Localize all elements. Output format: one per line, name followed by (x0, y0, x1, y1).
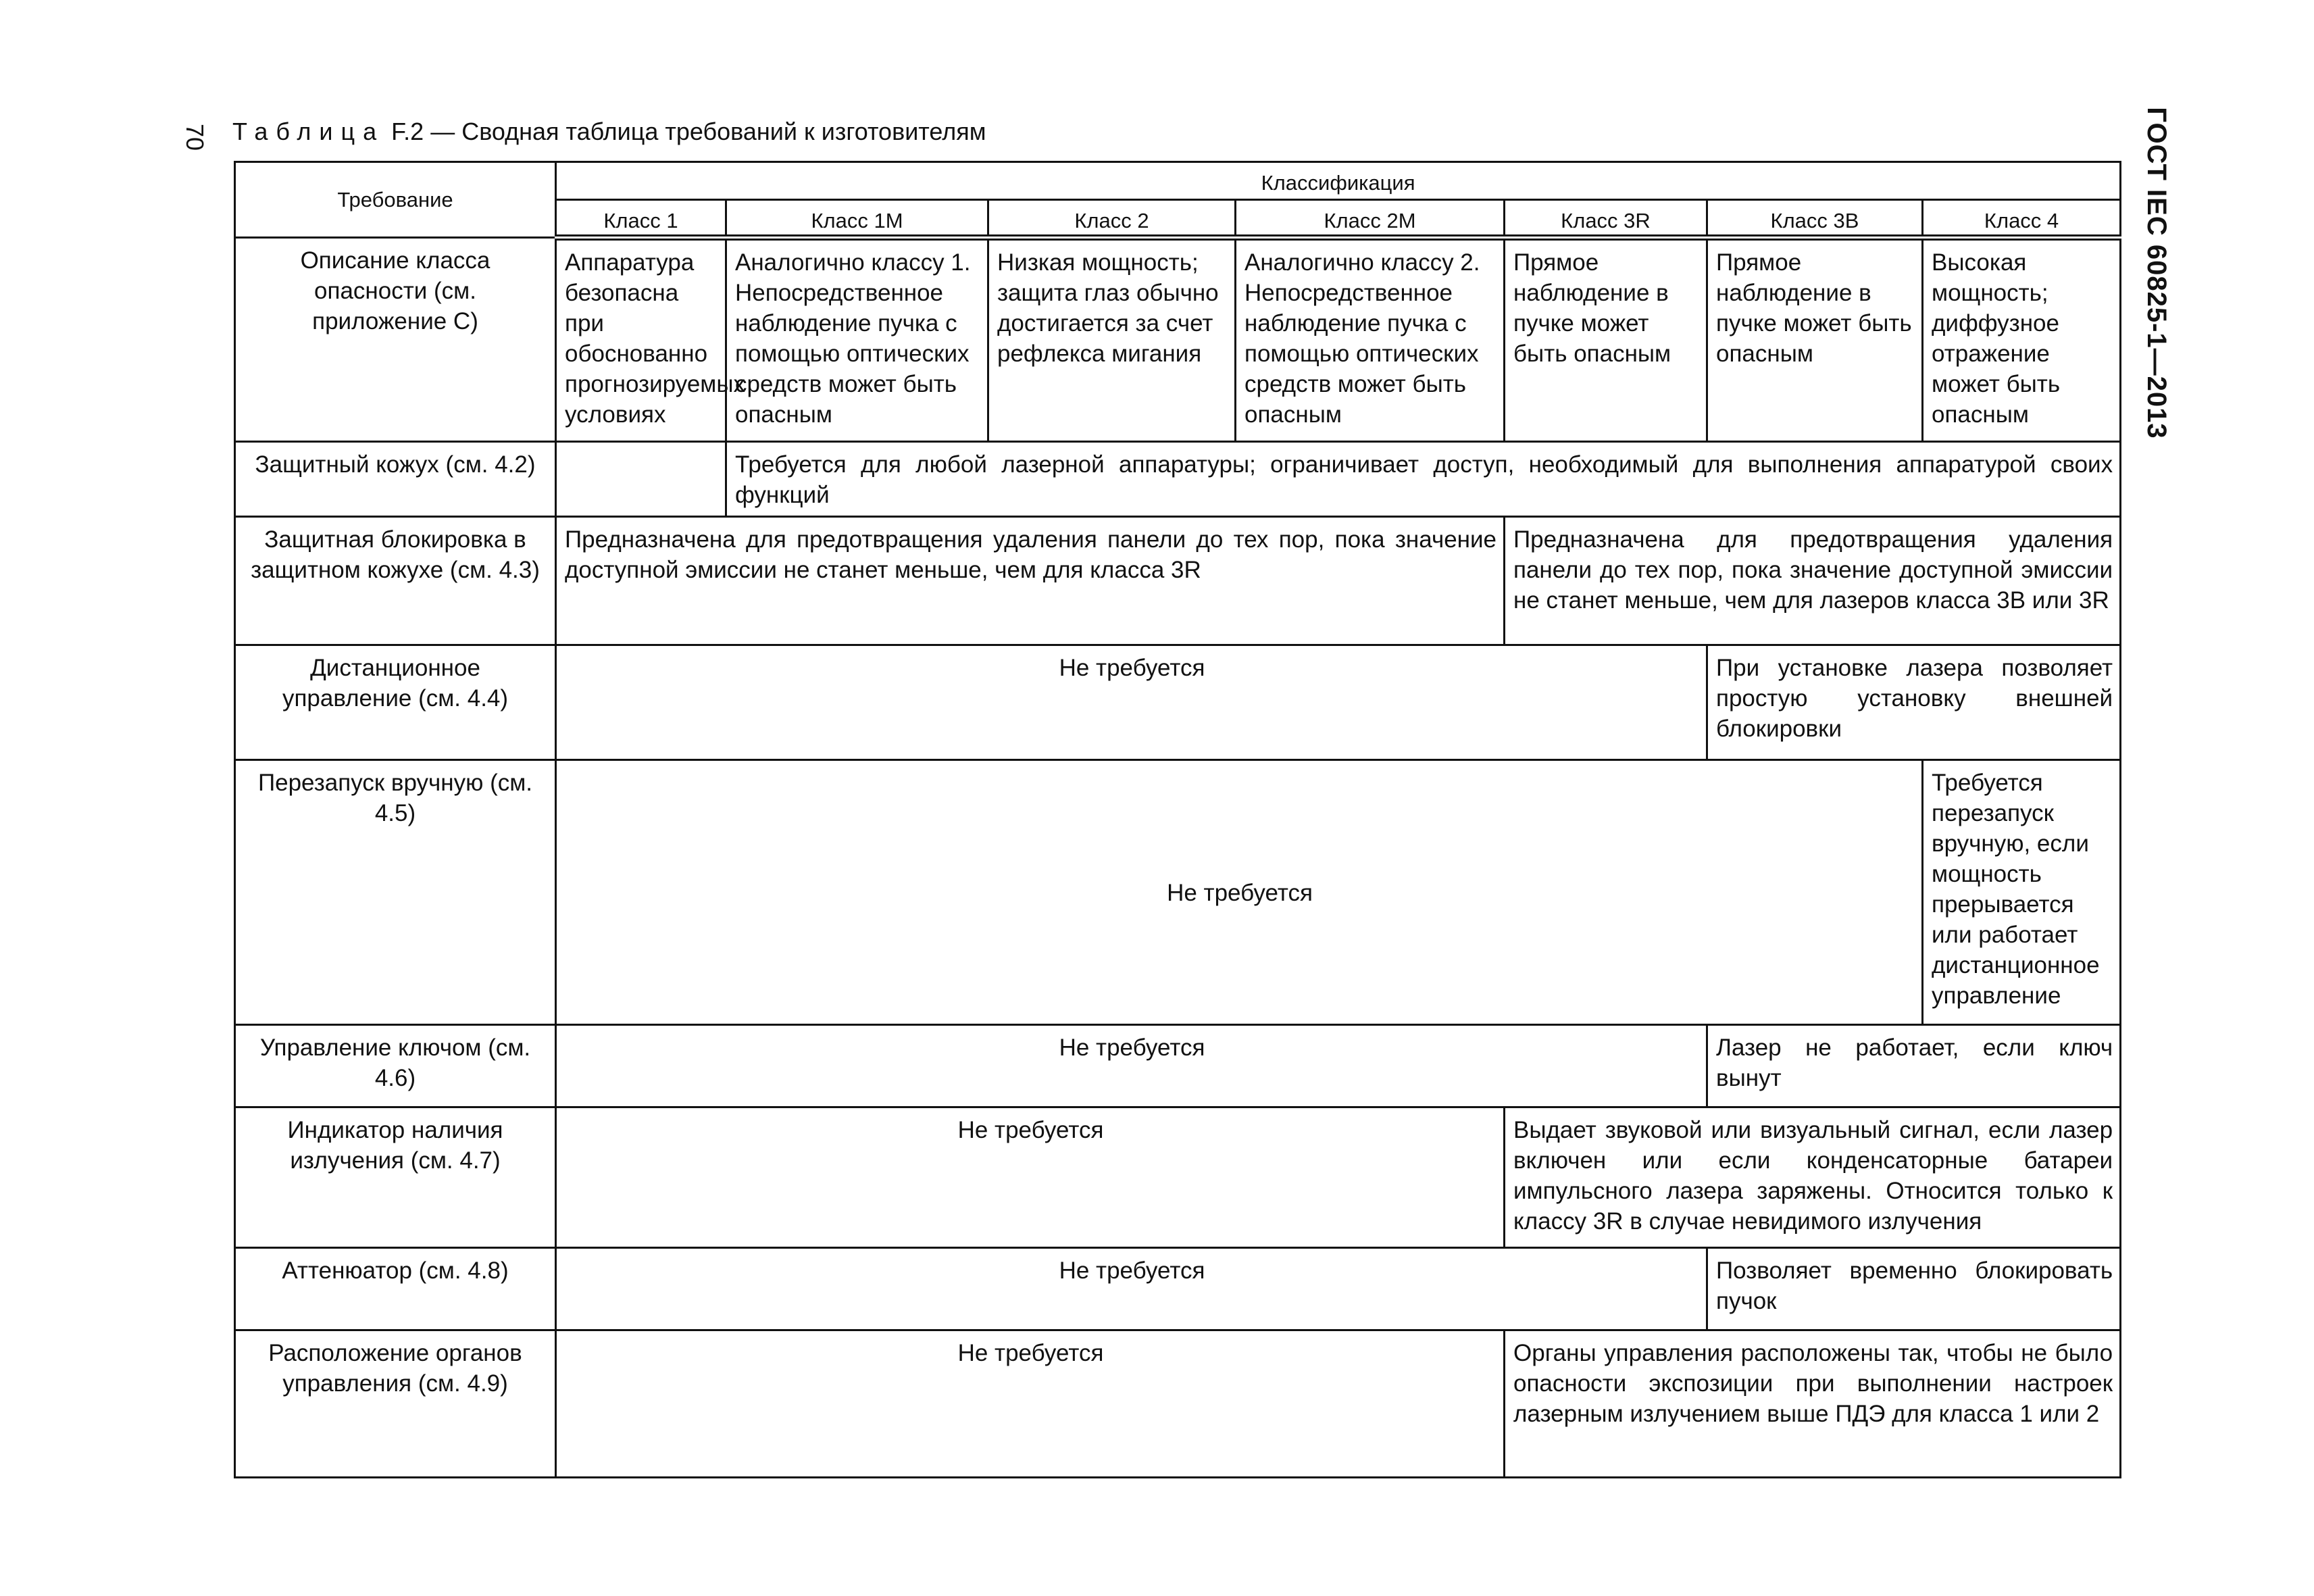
header-class-3b: Класс 3В (1707, 200, 1923, 238)
cell-emission-indicator-text: Выдает звуковой или визуальный сигнал, если лазер включен или если конденсаторные батареи импульсного лазера заряжены. Относится только к классу 3R в случае невидимого излучения (1505, 1107, 2121, 1248)
table-row (235, 1330, 2121, 1478)
header-class-1: Класс 1 (556, 200, 726, 238)
cell-class-2m-description: Аналогично классу 2. Непосредственное наблюдение пучка с помощью оптических средств может быть опасным (1236, 238, 1505, 442)
table-row (235, 1025, 2121, 1107)
header-class-1m: Класс 1М (726, 200, 988, 238)
table-row (235, 517, 2121, 645)
table-caption-title: F.2 — Сводная таблица требований к изготовителям (391, 118, 986, 145)
cell-safety-interlock-lower-classes: Предназначена для предотвращения удаления панели до тех пор, пока значение доступной эмиссии не станет меньше, чем для класса 3R (556, 517, 1505, 645)
cell-class-3b-description: Прямое наблюдение в пучке может быть опасным (1707, 238, 1923, 442)
requirements-table (234, 161, 2121, 1478)
table-caption (232, 115, 986, 149)
table-caption-label: Таблица (232, 118, 385, 145)
table-row (235, 1107, 2121, 1248)
row-label-protective-housing: Защитный кожух (см. 4.2) (235, 442, 556, 517)
header-class-2m: Класс 2М (1236, 200, 1505, 238)
header-classification: Классификация (556, 162, 2121, 200)
cell-safety-interlock-higher-classes: Предназначена для предотвращения удаления панели до тех пор, пока значение доступной эмиссии не станет меньше, чем для лазеров класса 3В или 3R (1505, 517, 2121, 645)
cell-attenuator-text: Позволяет временно блокировать пучок (1707, 1248, 2121, 1330)
cell-protective-housing-class-1-empty (556, 442, 726, 517)
cell-control-location-text: Органы управления расположены так, чтобы не было опасности экспозиции при выполнении настроек лазерным излучением выше ПДЭ для класса 1 или 2 (1505, 1330, 2121, 1478)
table-row (235, 1248, 2121, 1330)
row-label-key-control: Управление ключом (см. 4.6) (235, 1025, 556, 1107)
cell-class-4-description: Высокая мощность; диффузное отражение может быть опасным (1923, 238, 2121, 442)
header-class-2: Класс 2 (988, 200, 1236, 238)
cell-class-1m-description: Аналогично классу 1. Непосредственное наблюдение пучка с помощью оптических средств может быть опасным (726, 238, 988, 442)
cell-key-control-text: Лазер не работает, если ключ вынут (1707, 1025, 2121, 1107)
table-row (235, 442, 2121, 517)
row-label-manual-reset: Перезапуск вручную (см. 4.5) (235, 760, 556, 1025)
cell-class-3r-description: Прямое наблюдение в пучке может быть опасным (1505, 238, 1707, 442)
table-row (235, 760, 2121, 1025)
cell-class-2-description: Низкая мощность; защита глаз обычно достигается за счет рефлекса мигания (988, 238, 1236, 442)
document-code: ГОСТ IEC 60825-1—2013 (2142, 107, 2171, 439)
row-label-emission-indicator: Индикатор наличия излучения (см. 4.7) (235, 1107, 556, 1248)
cell-control-location-not-required: Не требуется (556, 1330, 1505, 1478)
header-class-4: Класс 4 (1923, 200, 2121, 238)
header-class-3r: Класс 3R (1505, 200, 1707, 238)
page-number: 70 (181, 123, 209, 151)
table-row (235, 645, 2121, 760)
row-label-attenuator: Аттенюатор (см. 4.8) (235, 1248, 556, 1330)
cell-remote-interlock-not-required: Не требуется (556, 645, 1707, 760)
row-label-control-location: Расположение органов управления (см. 4.9) (235, 1330, 556, 1478)
cell-attenuator-not-required: Не требуется (556, 1248, 1707, 1330)
table-row (235, 238, 2121, 442)
row-label-hazard-description: Описание класса опасности (см. приложение С) (235, 238, 556, 442)
cell-manual-reset-not-required: Не требуется (556, 760, 1923, 1025)
cell-class-1-description: Аппаратура безопасна при обоснованно прогнозируемых условиях (556, 238, 726, 442)
cell-protective-housing-text: Требуется для любой лазерной аппаратуры; ограничивает доступ, необходимый для выполнения аппаратурой своих функций (726, 442, 2121, 517)
cell-manual-reset-text: Требуется перезапуск вручную, если мощность прерывается или работает дистанционное управление (1923, 760, 2121, 1025)
cell-key-control-not-required: Не требуется (556, 1025, 1707, 1107)
header-requirement: Требование (235, 162, 556, 238)
cell-remote-interlock-text: При установке лазера позволяет простую установку внешней блокировки (1707, 645, 2121, 760)
cell-emission-indicator-not-required: Не требуется (556, 1107, 1505, 1248)
row-label-remote-interlock: Дистанционное управление (см. 4.4) (235, 645, 556, 760)
row-label-safety-interlock: Защитная блокировка в защитном кожухе (см. 4.3) (235, 517, 556, 645)
